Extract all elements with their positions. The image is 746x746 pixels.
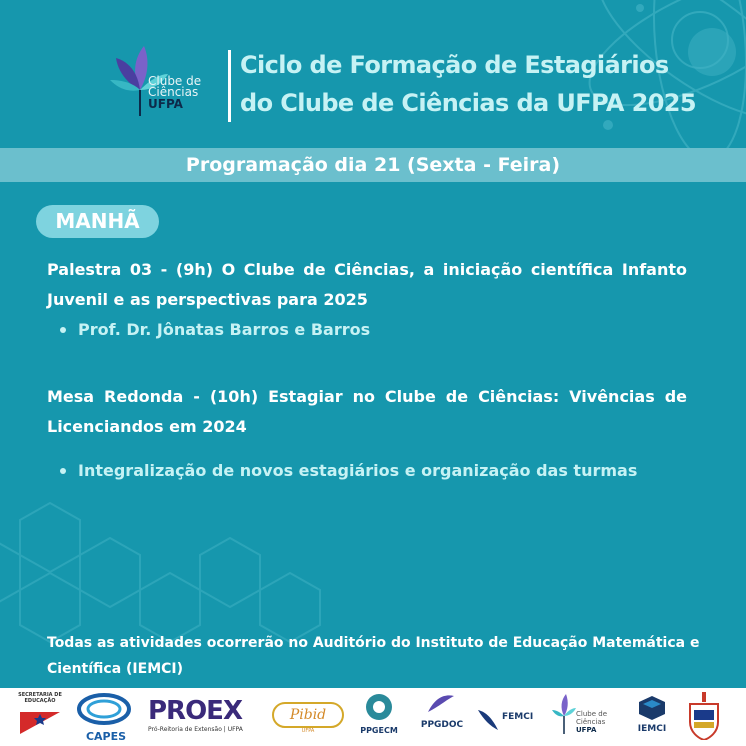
- seduc-line2: EDUCAÇÃO: [24, 698, 56, 704]
- ppgecm-icon: [364, 692, 394, 722]
- ufpa-crest-icon: [686, 692, 722, 740]
- capes-logo: [76, 692, 136, 744]
- clube-small-line3: UFPA: [576, 726, 597, 734]
- ppgecm-text: PPGECM: [360, 726, 398, 735]
- pibid-subtitle: UFPA: [301, 728, 315, 734]
- session-1-title: Palestra 03 - (9h) O Clube de Ciências, a iniciação científica Infanto Juvenil e as perspectivas para 2025: [47, 260, 687, 309]
- header: [0, 0, 746, 148]
- header-divider: [228, 50, 231, 122]
- event-title-line1: Ciclo de Formação de Estagiários: [240, 51, 669, 79]
- ppgdoc-bird-icon: [426, 692, 456, 716]
- sponsor-logos: [0, 688, 746, 746]
- logo-line1: Clube de: [148, 74, 202, 88]
- clube-ciencias-small-logo: [552, 692, 622, 744]
- session-2-title: Mesa Redonda - (10h) Estagiar no Clube de Ciências: Vivências de Licenciandos em 2024: [47, 387, 687, 436]
- proex-logo: [148, 692, 258, 744]
- ufpa-crest-logo: [686, 692, 726, 744]
- period-badge: MANHÃ: [36, 205, 159, 238]
- ppgdoc-logo: [414, 692, 470, 744]
- event-title: [240, 46, 696, 122]
- session-2-topic: Integralização de novos estagiários e organização das turmas: [47, 456, 687, 486]
- logo-text: [148, 76, 201, 110]
- iemci-text: IEMCI: [637, 724, 667, 734]
- logo-line3: UFPA: [148, 97, 183, 111]
- femci-text: FEMCI: [502, 712, 534, 722]
- iemci-cube-icon: [639, 696, 665, 720]
- flower-small-icon: [552, 692, 576, 736]
- proex-subtitle: Pró-Reitoria de Extensão | UFPA: [148, 726, 243, 733]
- seduc-logo: [14, 692, 66, 744]
- proex-text: PROEX: [148, 696, 242, 726]
- ppgecm-logo: [354, 692, 404, 744]
- clube-small-line1: Clube de: [576, 710, 607, 718]
- para-flag-icon: [20, 704, 60, 734]
- seduc-line1: SECRETARIA DE: [18, 692, 62, 698]
- pibid-text: Pibid: [272, 702, 344, 728]
- clube-small-line2: Ciências: [576, 718, 606, 726]
- clube-de-ciencias-logo: [110, 40, 220, 120]
- ppgdoc-text: PPGDOC: [420, 720, 464, 730]
- event-title-line2: do Clube de Ciências da UFPA 2025: [240, 89, 696, 117]
- logo-line2: Ciências: [148, 85, 199, 99]
- pibid-logo: [272, 692, 344, 744]
- session-1-speaker: Prof. Dr. Jônatas Barros e Barros: [47, 315, 687, 345]
- session-2: [47, 382, 687, 486]
- femci-logo: [478, 692, 544, 744]
- capes-icon: [76, 692, 132, 726]
- session-1: [47, 255, 687, 345]
- day-banner-text: Programação dia 21 (Sexta - Feira): [185, 154, 561, 176]
- femci-bird-icon: [478, 702, 500, 732]
- day-banner: [0, 148, 746, 182]
- iemci-logo: [632, 692, 672, 744]
- venue-note: Todas as atividades ocorrerão no Auditório do Instituto de Educação Matemática e Científica (IEMCI): [47, 635, 700, 677]
- capes-text: CAPES: [85, 730, 127, 743]
- hexagon-pattern-icon: [0, 503, 320, 642]
